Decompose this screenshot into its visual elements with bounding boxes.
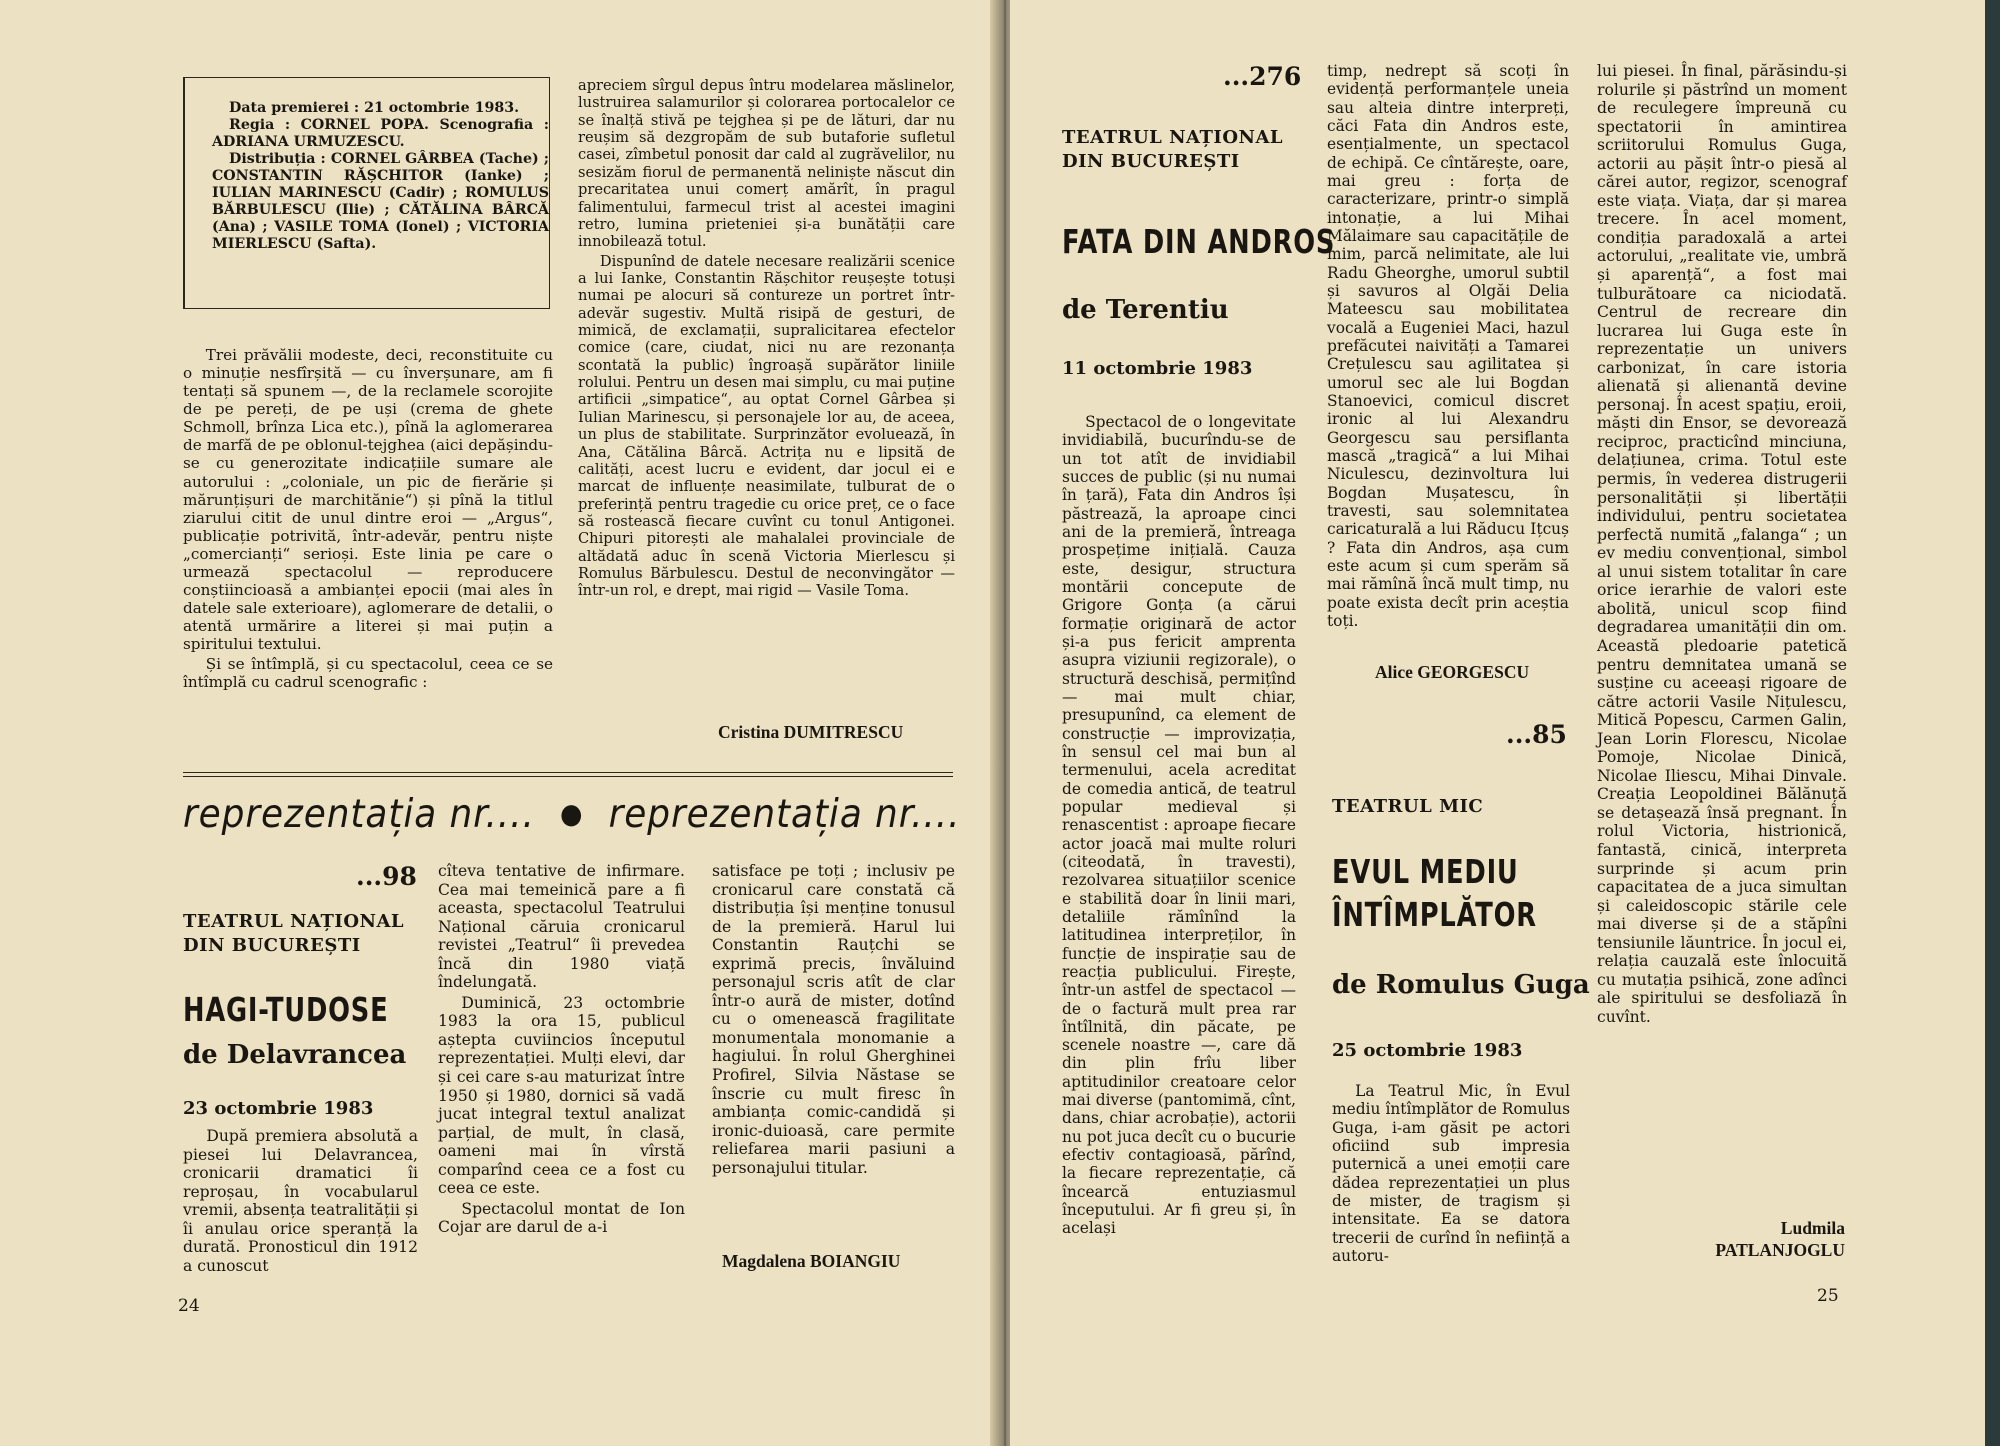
evul-review-column-2 [1597,62,1847,1026]
paragraph: Spectacolul montat de Ion Cojar are darul de a-i [438,1199,685,1237]
paragraph: Spectacol de o longevitate invidiabilă, bucurîndu-se de un tot atît de invidiabil succes de public (și nu numai în țară), Fata din Andros își păstrează, la aproape cinci ani de la premieră, întreaga prospețime inițială. Cauza este, desigur, structura montării concepute de Grigore Gonța (a cărui formație originară de actor și-a pus fericit amprenta asupra viziunii regizorale), o structură deschisă, permițînd — mai mult chiar, presupunînd, ca element de construcție — improvizația, în sensul cel mai bun al termenului, acela acreditat de comedia antică, de teatrul popular medieval și renascentist : aproape fiecare actor joacă mai multe roluri (citeodată, în travesti), rezolvarea situațiilor scenice e stabilită doar în linii mari, detaliile rămînînd la latitudinea interpreților, în funcție de inspirație sau de reacția publicului. Firește, într-un astfel de spectacol — de o factură mult prea rar întîlnită, din păcate, pe scenele noastre —, care dă din plin frîu liber aptitudinilor creatoare celor mai diverse (pantomimă, cînt, dans, chiar acrobație), actorii nu pot juca decît cu o bucurie efectiv contagioasă, părînd, la fiecare reprezentație, că încearcă entuziasmul începutului. Ar fi greu și, în același [1062,413,1296,1238]
play-author: de Terentiu [1062,295,1229,325]
cast-credits: Distribuția : CORNEL GÂRBEA (Tache) ; CONSTANTIN RĂȘCHITOR (Ianke) ; IULIAN MARINESCU (Cadir) ; ROMULUS BĂRBULESCU (Ilie) ; CĂTĂLINA BÂRCĂ (Ana) ; VASILE TOMA (Ionel) ; VICTORIA MIERLESCU (Safta). [212,151,549,253]
play-title [1332,852,1537,934]
play-title-line: ÎNTÎMPLĂTOR [1332,895,1537,934]
paragraph: Dispunînd de datele necesare realizării scenice a lui Ianke, Constantin Rășchitor reușește totuși numai pe alocuri să contureze un portret într-adevăr sugestiv. Multă risipă de gesturi, de mimică, de exclamații, supralicitarea efectelor comice (care, ciudat, nici nu are rezonanța scontată la public) îngroașă supărător liniile rolului. Pentru un desen mai simplu, cu mai puține artificii „simpatice“, au optat Cornel Gârbea și Iulian Marinescu, și personajele lor au, de aceea, un plus de stabilitate. Surprinzător evoluează, în Ana, Cătălina Bârcă. Actrița nu e lipsită de calități, acest lucru e evident, dar jocul ei e marcat de influențe neasimilate, tulburat de o preferință pentru tragedie cu orice preț, ce o face să rostească fiecare cuvînt cu tonul Antigonei. Chipuri pitorești ale mahalalei provinciale de altădată aduc în scenă Victoria Mierlescu și Romulus Bărbulescu. Destul de neconvingător — într-un rol, e drept, mai rigid — Vasile Toma. [578,252,955,600]
performance-number: ...98 [356,862,417,891]
paragraph: lui piesei. În final, părăsindu-și rolurile și păstrînd un moment de reculegere împreună cu spectatorii în amintirea scriitorului Romulus Guga, actorii au pășit într-o piesă al cărei autor, regizor, scenograf este viața. Viața, dar și marea trecere. În acel moment, condiția paradoxală a artei actorului, „realitate vie, umbră și aparență“, a fost mai tulburătoare ca niciodată. Centrul de recreare din lucrarea lui Guga este în reprezentație un univers carbonizat, în care istoria alienată și alienantă devine personaj. În acest spațiu, eroii, măști din Ensor, se devorează reciproc, practicînd minciuna, delațiunea, crima. Totul este permis, în vederea distrugerii personalității și libertății individului, pentru societatea perfectă numită „falanga“ ; un ev mediu convențional, simbol al unui sistem totalitar în care orice ierarhie de valori este abolită, unicul scop fiind degradarea umanității din om. Această pledoarie patetică pentru demnitatea umană se susține cu aceeași rigoare de către actorii Vasile Nițulescu, Mitică Popescu, Carmen Galin, Jean Lorin Florescu, Nicolae Pomoje, Nicolae Dinică, Nicolae Iliescu, Mihai Dinvale. Creația Leopoldinei Bălănuță se detașează însă pregnant. În rolul Victoria, histrionică, fantastă, cinică, interpreta surprinde și acum prin capacitatea de a juca simultan și caleidoscopic stările cele mai diverse și de a stăpîni tensiunile lăuntrice. În jocul ei, relația cauzală este înlocuită cu mutația psihică, zone adînci ale spiritului se desfoliază în cuvînt. [1597,62,1847,1026]
play-author: de Delavrancea [183,1040,407,1070]
section-divider [183,776,953,777]
theatre-line: DIN BUCUREȘTI [1062,150,1240,172]
play-author: de Romulus Guga [1332,970,1590,1000]
fata-review-column-2 [1327,62,1569,630]
play-title-line: EVUL MEDIU [1332,852,1519,891]
paragraph: satisface pe toți ; inclusiv pe cronicarul care constată că distribuția își menține tonusul de la premieră. Harul lui Constantin Rauțchi se exprimă precis, învăluind personajul scris atît de clar într-o aură de mister, dotînd cu o omenească fragilitate monumentala monomanie a hagiului. În rolul Gherghinei Profirel, Silvia Năstase se înscrie cu mult firesc în ambianța comic-candidă și ironic-duioasă, care permite reliefarea marii pasiuni a personajului titular. [712,862,955,1177]
right-page [1010,0,1985,1446]
paragraph: Trei prăvălii modeste, deci, reconstituite cu o minuție nesfîrșită — cu înverșunare, am fi tentați să spunem —, de la reclamele scorojite de pe pereți, de pe uși (crema de ghete Schmoll, brînza Lica etc.), pînă la aglomerarea de marfă de pe oblonul-tejghea (aici depășindu-se cu generozitate indicațiile sumare ale autorului : „coloniale, un pic de fierărie și mărunțișuri de marchitănie“) și pînă la titlul ziarului citit de unul dintre eroi — „Argus“, publicație potrivită, într-adevăr, pentru niște „comercianți“ serioși. Este linia pe care o urmează spectacolul — reproducere conștiincioasă a ambianței epocii (mai ales în datele sale exterioare), aglomerare de detalii, o atentă urmărire a literei și mai puțin a spiritului textului. [183,346,553,654]
performance-number: ...85 [1506,720,1567,749]
paragraph: timp, nedrept să scoți în evidență performanțele uneia sau alteia dintre interpreți, căci Fata din Andros este, esențialmente, un spectacol de echipă. Ce cîntărește, oare, mai greu : forța de caracterizare, printr-o simplă intonație, a lui Mihai Mălaimare sau capacitățile de mim, parcă nelimitate, ale lui Radu Gheorghe, umorul subtil și savuros al Olgăi Delia Mateescu sau mobilitatea vocală a Eugeniei Maci, hazul prefăcutei naivități a Tamarei Crețulescu sau agilitatea și umorul sec ale lui Bogdan Stanoevici, comicul discret ironic al lui Alexandru Georgescu sau persiflanta mască „tragică“ a lui Mihai Niculescu, dezinvoltura lui Bogdan Mușatescu, în travesti, sau solemnitatea caricaturală a lui Răducu Ițcuș ? Fata din Andros, așa cum este acum și cum sperăm să mai rămînă încă mult timp, nu poate exista decît prin aceștia toți. [1327,62,1569,630]
hagi-review-column-2 [438,862,685,1237]
premiere-credits-box [183,77,550,309]
series-banner [183,792,960,837]
page-number: 25 [1817,1286,1839,1306]
paragraph: Și se întîmplă, și cu spectacolul, ceea ce se întîmplă cu cadrul scenografic : [183,655,553,692]
theatre-line: TEATRUL NAȚIONAL [183,911,405,932]
bullet-icon: ● [559,797,584,830]
book-cover-edge [1985,0,2000,1446]
signature-surname: PATLANJOGLU [1715,1240,1845,1260]
banner-text-left: reprezentația nr.... [183,792,535,837]
play-title: FATA DIN ANDROS [1062,222,1336,261]
theatre-name: TEATRUL MIC [1332,796,1484,817]
performance-number: ...276 [1223,62,1302,91]
direction-credits: Regia : CORNEL POPA. Scenografia : ADRIANA URMUZESCU. [212,117,549,151]
theatre-line: DIN BUCUREȘTI [183,934,361,956]
signature-alice-georgescu: Alice GEORGESCU [1375,662,1530,682]
paragraph: După premiera absolută a piesei lui Delavrancea, cronicarii dramatici îi reproșau, în vocabularul vremii, absența teatralității și îi anulau orice speranță la durată. Pronosticul din 1912 a cunoscut [183,1127,418,1275]
performance-date: 11 octombrie 1983 [1062,358,1253,379]
left-article-column-1 [183,346,553,691]
hagi-review-column-1 [183,1127,418,1275]
section-divider [183,772,953,773]
left-article-column-2 [578,77,955,600]
paragraph: cîteva tentative de infirmare. Cea mai temeinică pare a fi aceasta, spectacolul Teatrului Național căruia cronicarul revistei „Teatrul“ îi prevedea încă din 1980 viață îndelungată. [438,862,685,992]
performance-date: 25 octombrie 1983 [1332,1040,1523,1061]
theatre-name [1062,126,1283,174]
play-title: HAGI-TUDOSE [183,990,389,1029]
paragraph: Duminică, 23 octombrie 1983 la ora 15, publicul aștepta cuviincios începutul reprezentației. Mulți elevi, dar și cei care s-au maturizat între 1950 și 1980, dornici să vadă jucat integral textul analizat parțial, de mult, în clasă, oameni mai în vîrstă comparînd ceea ce a fost cu ceea ce este. [438,993,685,1198]
signature-magdalena-boiangiu: Magdalena BOIANGIU [722,1251,901,1271]
evul-review-column-1 [1332,1082,1570,1265]
theatre-name [183,910,404,958]
paragraph: La Teatrul Mic, în Evul mediu întîmplător de Romulus Guga, i-am găsit pe actori oficiind sub impresia puternică a unei emoții care dădea reprezentației un plus de mister, de tragism și intensitate. Ea se datora trecerii de curînd în neființă a autoru- [1332,1082,1570,1265]
banner-text-right: reprezentația nr.... [608,792,961,837]
theatre-line: TEATRUL NAȚIONAL [1062,127,1284,148]
hagi-review-column-3 [712,862,955,1177]
signature-cristina-dumitrescu: Cristina DUMITRESCU [718,722,904,742]
signature-ludmila-patlanjoglu [1745,1218,1845,1239]
performance-date: 23 octombrie 1983 [183,1098,374,1119]
premiere-date: Data premierei : 21 octombrie 1983. [229,100,520,116]
fata-review-column-1 [1062,413,1296,1238]
signature-line: Ludmila [1780,1218,1845,1238]
paragraph: apreciem sîrgul depus întru modelarea măslinelor, lustruirea salamurilor și colorarea portocalelor ce se înalță stivă pe tejghea și pe de lături, dar nu reușim să dezgropăm de sub butaforie sufletul casei, zîmbetul ponosit dar cald al zugrăvelilor, nu sesizăm fiorul de permanentă neliniște născut din precaritatea unui comerț amărît, în pragul falimentului, farmecul trist al acestei imagini retro, lumina prieteniei și-a bunătății care innobilează totul. [578,77,955,251]
page-number: 24 [178,1296,200,1316]
